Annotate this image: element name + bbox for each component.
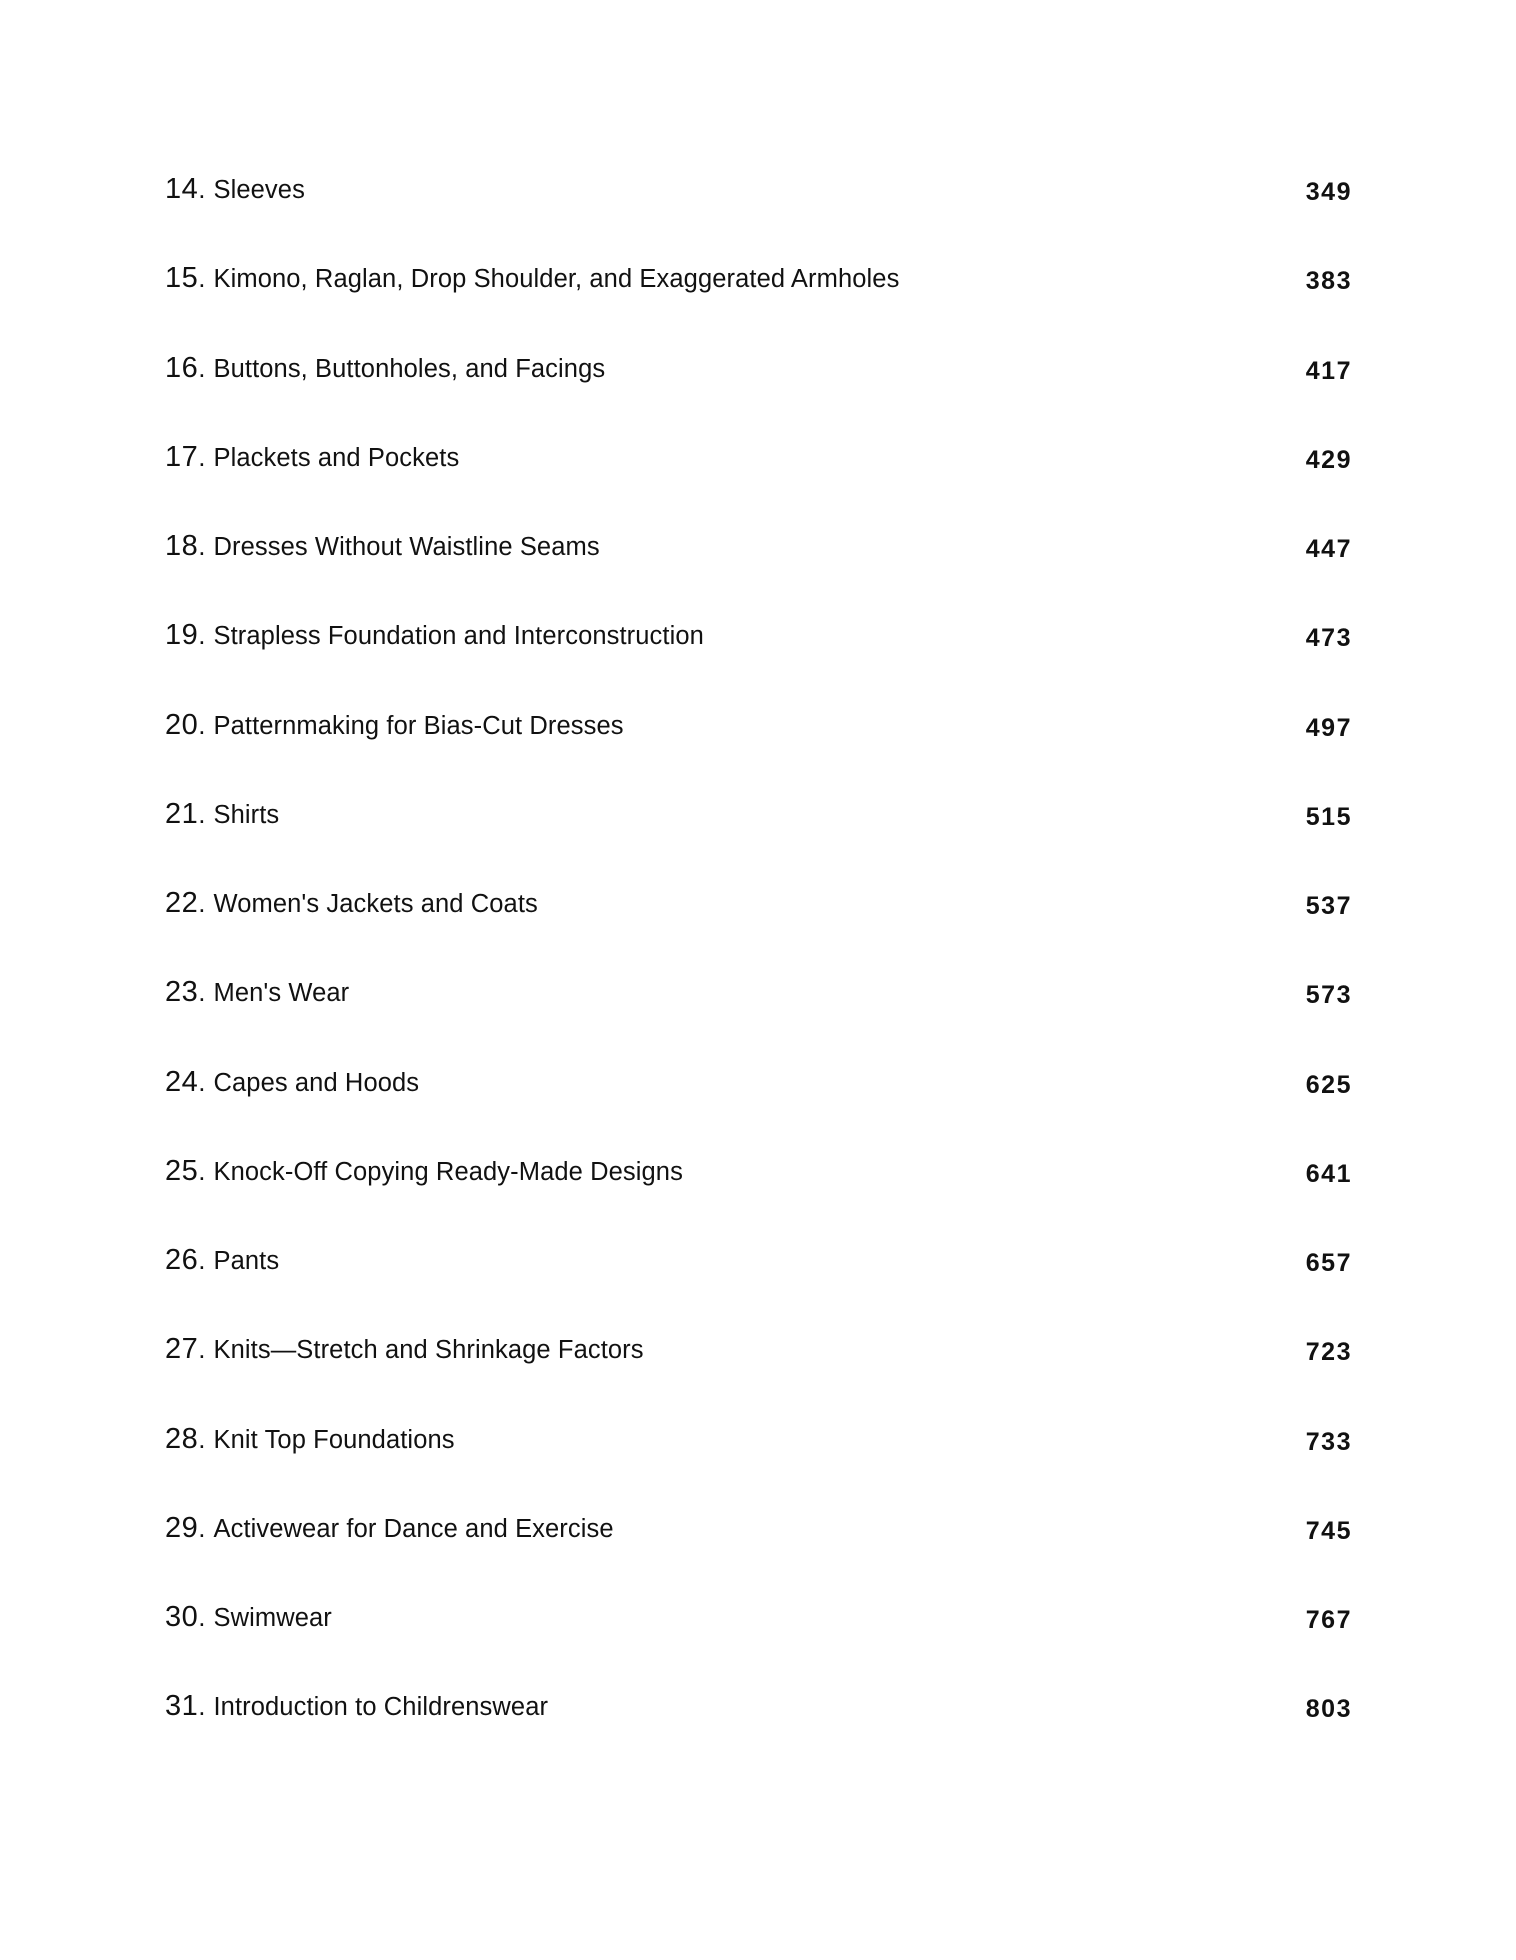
toc-entry[interactable]: [165, 1066, 1352, 1155]
chapter-title: Knit Top Foundations: [213, 1425, 455, 1454]
chapter-title: Buttons, Buttonholes, and Facings: [213, 354, 606, 383]
toc-entry[interactable]: [165, 173, 1352, 262]
page-number: 383: [1305, 267, 1352, 296]
chapter-title: Knock-Off Copying Ready-Made Designs: [213, 1157, 683, 1186]
toc-entry-label: 24 . Capes and Hoods: [165, 1065, 420, 1098]
toc-entry[interactable]: [165, 1244, 1352, 1333]
chapter-title: Patternmaking for Bias-Cut Dresses: [213, 711, 624, 740]
toc-entry-label: 16 . Buttons, Buttonholes, and Facings: [165, 351, 606, 384]
page-number: 733: [1305, 1427, 1352, 1456]
chapter-number: 22: [165, 887, 199, 919]
chapter-number: 23: [165, 976, 199, 1009]
toc-entry[interactable]: [165, 352, 1352, 441]
toc-entry[interactable]: [165, 1155, 1352, 1244]
chapter-title: Kimono, Raglan, Drop Shoulder, and Exaggerated Armholes: [213, 265, 900, 294]
toc-entry[interactable]: [165, 1601, 1352, 1690]
page-number: 767: [1305, 1606, 1352, 1634]
page-number: 723: [1305, 1338, 1352, 1367]
toc-entry[interactable]: [165, 530, 1352, 619]
toc-entry-label: 14 . Sleeves: [165, 173, 305, 205]
chapter-title: Knits—Stretch and Shrinkage Factors: [213, 1336, 644, 1365]
toc-entry-label: 17 . Plackets and Pockets: [165, 440, 460, 473]
chapter-number: 25: [165, 1154, 199, 1187]
chapter-number: 28: [165, 1422, 199, 1455]
toc-entry-label: 25 . Knock-Off Copying Ready-Made Designs: [165, 1154, 683, 1187]
page-number: 657: [1305, 1249, 1352, 1277]
chapter-title: Swimwear: [213, 1604, 332, 1632]
toc-entry-label: 30 . Swimwear: [165, 1601, 332, 1633]
page-number: 473: [1305, 624, 1352, 653]
page-number: 417: [1305, 356, 1352, 385]
chapter-number: 14: [165, 173, 199, 205]
toc-entry-label: 18 . Dresses Without Waistline Seams: [165, 530, 600, 562]
chapter-title: Activewear for Dance and Exercise: [213, 1514, 614, 1543]
toc-entry[interactable]: [165, 1333, 1352, 1422]
chapter-number: 31: [165, 1690, 199, 1723]
toc-entry[interactable]: [165, 1512, 1352, 1601]
toc-entry-label: 15 . Kimono, Raglan, Drop Shoulder, and Exaggerated Armholes: [165, 262, 900, 295]
toc-entry-label: 27 . Knits—Stretch and Shrinkage Factors: [165, 1333, 644, 1366]
toc-entry[interactable]: [165, 262, 1352, 351]
chapter-number: 24: [165, 1065, 199, 1098]
chapter-number: 16: [165, 351, 199, 384]
toc-entry[interactable]: [165, 887, 1352, 976]
chapter-number: 17: [165, 440, 199, 473]
page-number: 349: [1305, 178, 1352, 206]
page-number: 625: [1305, 1070, 1352, 1099]
chapter-number: 29: [165, 1511, 199, 1544]
page-number: 515: [1305, 802, 1352, 831]
toc-entry[interactable]: [165, 976, 1352, 1065]
toc-entry-label: 23 . Men's Wear: [165, 976, 350, 1009]
page-number: 429: [1305, 445, 1352, 474]
chapter-number: 18: [165, 530, 199, 562]
page-number: 641: [1305, 1159, 1352, 1188]
page-number: 573: [1305, 981, 1352, 1010]
toc-entry-label: 28 . Knit Top Foundations: [165, 1422, 455, 1455]
page-number: 803: [1305, 1695, 1352, 1724]
chapter-number: 27: [165, 1333, 199, 1366]
toc-entry-label: 31 . Introduction to Childrenswear: [165, 1690, 549, 1723]
chapter-number: 20: [165, 708, 199, 741]
toc-entry[interactable]: [165, 441, 1352, 530]
chapter-title: Pants: [213, 1247, 280, 1275]
chapter-number: 21: [165, 797, 199, 830]
toc-entry-label: 19 . Strapless Foundation and Interconstruction: [165, 619, 704, 652]
toc-entry-label: 21 . Shirts: [165, 797, 280, 830]
toc-entry[interactable]: [165, 798, 1352, 887]
chapter-number: 19: [165, 619, 199, 652]
page-number: 745: [1305, 1516, 1352, 1545]
chapter-title: Capes and Hoods: [213, 1068, 420, 1097]
toc-entry[interactable]: [165, 1423, 1352, 1512]
page-number: 497: [1305, 713, 1352, 742]
toc-entry-label: 26 . Pants: [165, 1244, 280, 1276]
toc-entry[interactable]: [165, 1690, 1352, 1779]
chapter-title: Shirts: [213, 800, 280, 829]
table-of-contents: [165, 173, 1352, 1780]
toc-entry-label: 29 . Activewear for Dance and Exercise: [165, 1511, 614, 1544]
chapter-number: 30: [165, 1601, 199, 1633]
page-number: 537: [1305, 892, 1352, 920]
toc-entry-label: 20 . Patternmaking for Bias-Cut Dresses: [165, 708, 624, 741]
chapter-title: Sleeves: [213, 176, 305, 204]
chapter-title: Strapless Foundation and Interconstruction: [213, 622, 704, 651]
chapter-number: 15: [165, 262, 199, 295]
chapter-title: Dresses Without Waistline Seams: [213, 533, 600, 561]
page-number: 447: [1305, 535, 1352, 563]
chapter-title: Men's Wear: [213, 979, 350, 1008]
toc-entry[interactable]: [165, 709, 1352, 798]
toc-entry[interactable]: [165, 619, 1352, 708]
chapter-title: Women's Jackets and Coats: [213, 890, 538, 918]
chapter-title: Plackets and Pockets: [213, 443, 460, 472]
toc-entry-label: 22 . Women's Jackets and Coats: [165, 887, 538, 919]
chapter-title: Introduction to Childrenswear: [213, 1693, 549, 1722]
chapter-number: 26: [165, 1244, 199, 1276]
